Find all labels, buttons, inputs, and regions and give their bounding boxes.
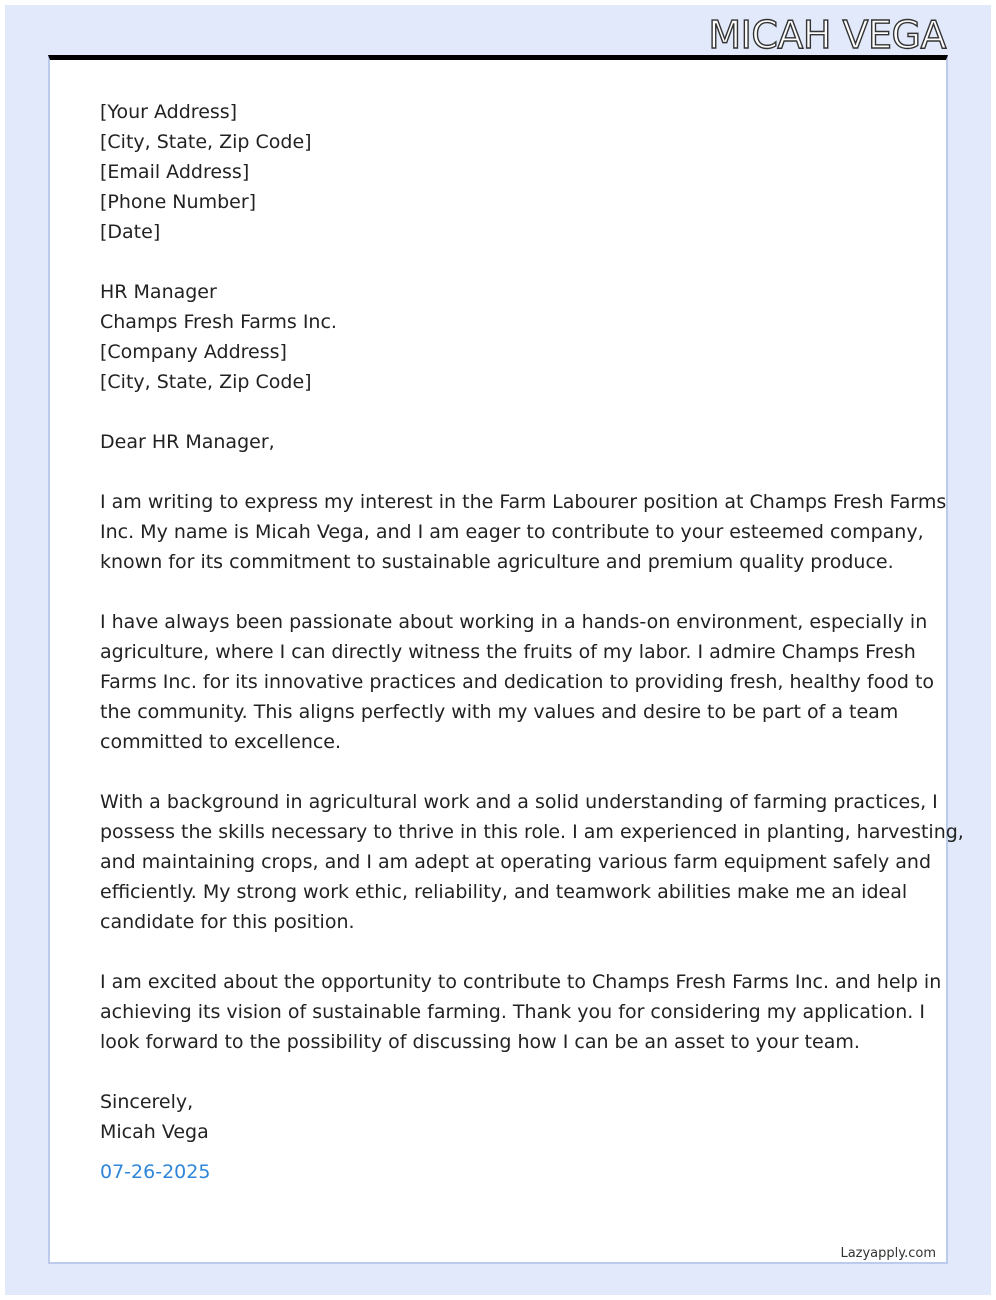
paragraph-line: look forward to the possibility of discussing how I can be an asset to your team. (100, 1031, 860, 1053)
recipient-company: Champs Fresh Farms Inc. (100, 311, 337, 333)
paragraph-line: candidate for this position. (100, 911, 355, 933)
recipient-title: HR Manager (100, 281, 217, 303)
sender-address: [Your Address] (100, 101, 238, 123)
paragraph-line: I have always been passionate about working in a hands-on environment, especially in (100, 611, 928, 633)
paragraph-line: I am excited about the opportunity to contribute to Champs Fresh Farms Inc. and help in (100, 971, 942, 993)
sender-city-state-zip: [City, State, Zip Code] (100, 131, 312, 153)
sender-phone: [Phone Number] (100, 191, 257, 213)
recipient-city-state-zip: [City, State, Zip Code] (100, 371, 312, 393)
salutation: Dear HR Manager, (100, 431, 275, 453)
closing-block (100, 1087, 900, 1187)
signature-name: Micah Vega (100, 1121, 209, 1143)
paragraph-line: and maintaining crops, and I am adept at operating various farm equipment safely and (100, 851, 932, 873)
paragraph-line: Farms Inc. for its innovative practices and dedication to providing fresh, healthy food to (100, 671, 935, 693)
body-paragraph-2 (100, 607, 935, 757)
spacer (100, 247, 900, 277)
body-paragraph-1 (100, 487, 947, 577)
spacer (100, 457, 900, 487)
paragraph-line: Inc. My name is Micah Vega, and I am eager to contribute to your esteemed company, (100, 521, 924, 543)
paragraph-line: I am writing to express my interest in the Farm Labourer position at Champs Fresh Farms (100, 491, 947, 513)
spacer (100, 397, 900, 427)
letter-date: 07-26-2025 (100, 1161, 211, 1183)
body-paragraph-3 (100, 787, 964, 937)
cover-letter (100, 97, 964, 1187)
sender-email: [Email Address] (100, 161, 250, 183)
valediction: Sincerely, (100, 1091, 194, 1113)
paragraph-line: possess the skills necessary to thrive in this role. I am experienced in planting, harvesting, (100, 821, 964, 843)
paragraph-line: the community. This aligns perfectly with my values and desire to be part of a team (100, 701, 899, 723)
spacer (100, 577, 900, 607)
recipient-address: [Company Address] (100, 341, 287, 363)
body-paragraph-4 (100, 967, 942, 1057)
recipient-block (100, 277, 900, 397)
sender-date: [Date] (100, 221, 161, 243)
paragraph-line: known for its commitment to sustainable agriculture and premium quality produce. (100, 551, 894, 573)
paragraph-line: achieving its vision of sustainable farming. Thank you for considering my application. I (100, 1001, 925, 1023)
applicant-name-header: MICAH VEGA (708, 13, 946, 57)
paragraph-line: agriculture, where I can directly witness the fruits of my labor. I admire Champs Fresh (100, 641, 916, 663)
paragraph-line: With a background in agricultural work and a solid understanding of farming practices, I (100, 791, 938, 813)
spacer (100, 1057, 900, 1087)
spacer (100, 937, 900, 967)
sender-block (100, 97, 900, 247)
paragraph-line: efficiently. My strong work ethic, reliability, and teamwork abilities make me an ideal (100, 881, 908, 903)
paragraph-line: committed to excellence. (100, 731, 342, 753)
watermark: Lazyapply.com (840, 1246, 936, 1261)
spacer (100, 757, 900, 787)
